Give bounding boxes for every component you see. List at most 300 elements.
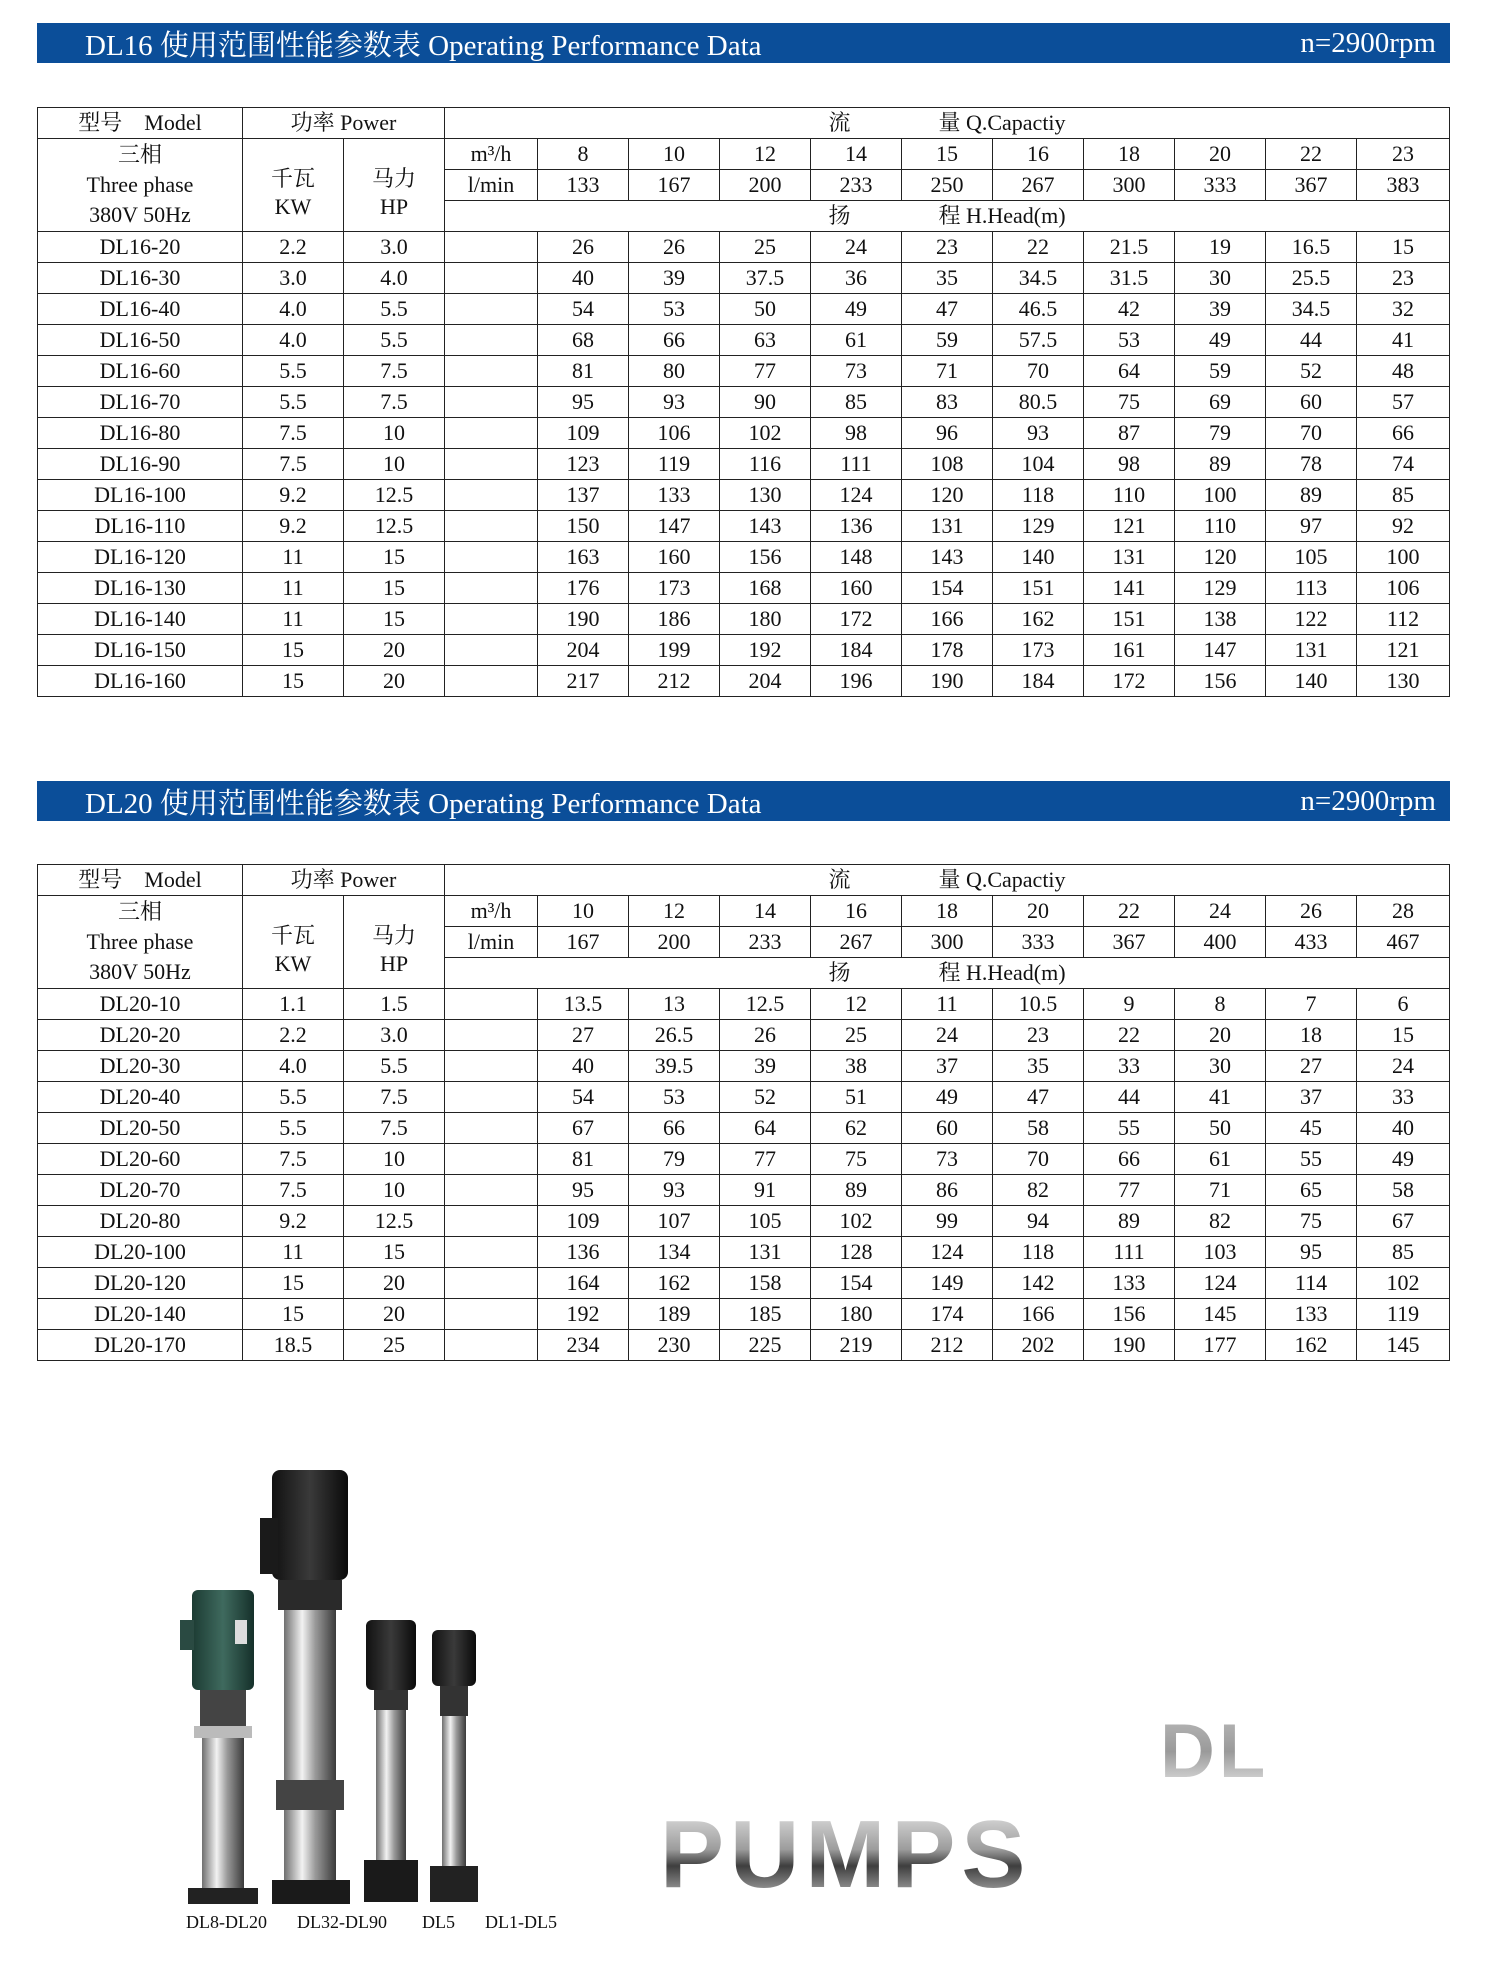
kw-cell: 3.0: [243, 263, 344, 294]
head-value-cell: 33: [1084, 1051, 1175, 1082]
unit-lmin: l/min: [445, 170, 538, 201]
model-header: 型号 Model: [38, 108, 243, 139]
head-value-cell: 25: [811, 1020, 902, 1051]
head-value-cell: 134: [629, 1237, 720, 1268]
head-value-cell: 26.5: [629, 1020, 720, 1051]
kw-cell: 7.5: [243, 418, 344, 449]
head-value-cell: 118: [993, 480, 1084, 511]
head-value-cell: 89: [811, 1175, 902, 1206]
head-value-cell: 82: [993, 1175, 1084, 1206]
power-header: 功率 Power: [243, 865, 445, 896]
head-value-cell: 131: [720, 1237, 811, 1268]
head-value-cell: 140: [993, 542, 1084, 573]
head-value-cell: 85: [1357, 480, 1450, 511]
head-value-cell: 148: [811, 542, 902, 573]
hp-cell: 10: [344, 418, 445, 449]
head-value-cell: 61: [1175, 1144, 1266, 1175]
head-value-cell: 64: [720, 1113, 811, 1144]
model-cell: DL16-80: [38, 418, 243, 449]
head-value-cell: 26: [538, 232, 629, 263]
head-value-cell: 93: [629, 387, 720, 418]
brand-pumps-wordmark: PUMPS: [660, 1801, 1032, 1908]
head-header: 扬 程 H.Head(m): [445, 201, 1450, 232]
model-cell: DL16-70: [38, 387, 243, 418]
head-value-cell: 121: [1357, 635, 1450, 666]
table-row: [38, 511, 1450, 542]
head-value-cell: 58: [1357, 1175, 1450, 1206]
head-value-cell: 7: [1266, 989, 1357, 1020]
flow-lmin: 400: [1175, 927, 1266, 958]
head-value-cell: 89: [1266, 480, 1357, 511]
head-value-cell: 77: [720, 356, 811, 387]
head-value-cell: 41: [1175, 1082, 1266, 1113]
head-value-cell: 128: [811, 1237, 902, 1268]
head-value-cell: 48: [1357, 356, 1450, 387]
table-row: [38, 1144, 1450, 1175]
kw-cell: 11: [243, 1237, 344, 1268]
blank-cell: [445, 356, 538, 387]
head-value-cell: 81: [538, 356, 629, 387]
head-value-cell: 26: [720, 1020, 811, 1051]
head-value-cell: 111: [811, 449, 902, 480]
head-value-cell: 204: [538, 635, 629, 666]
hp-cell: 5.5: [344, 325, 445, 356]
head-value-cell: 85: [1357, 1237, 1450, 1268]
kw-cell: 15: [243, 1268, 344, 1299]
head-value-cell: 37.5: [720, 263, 811, 294]
head-value-cell: 90: [720, 387, 811, 418]
head-value-cell: 86: [902, 1175, 993, 1206]
head-value-cell: 100: [1175, 480, 1266, 511]
pump-caption: DL32-DL90: [297, 1912, 387, 1932]
hp-cell: 15: [344, 542, 445, 573]
kw-cell: 4.0: [243, 294, 344, 325]
head-value-cell: 100: [1357, 542, 1450, 573]
head-value-cell: 35: [902, 263, 993, 294]
model-cell: DL20-40: [38, 1082, 243, 1113]
head-value-cell: 142: [993, 1268, 1084, 1299]
head-value-cell: 54: [538, 1082, 629, 1113]
head-value-cell: 164: [538, 1268, 629, 1299]
table-row: [38, 1113, 1450, 1144]
blank-cell: [445, 449, 538, 480]
head-value-cell: 31.5: [1084, 263, 1175, 294]
head-value-cell: 133: [629, 480, 720, 511]
head-value-cell: 143: [720, 511, 811, 542]
head-value-cell: 71: [1175, 1175, 1266, 1206]
hp-cn: 马力: [371, 923, 416, 948]
flow-lmin: 300: [902, 927, 993, 958]
model-cell: DL16-20: [38, 232, 243, 263]
model-cell: DL16-120: [38, 542, 243, 573]
table-row: [38, 449, 1450, 480]
model-cell: DL20-170: [38, 1330, 243, 1361]
head-value-cell: 184: [811, 635, 902, 666]
head-value-cell: 55: [1084, 1113, 1175, 1144]
kw-cn: 千瓦: [270, 166, 315, 191]
head-value-cell: 45: [1266, 1113, 1357, 1144]
head-value-cell: 173: [629, 573, 720, 604]
flow-lmin: 367: [1266, 170, 1357, 201]
blank-cell: [445, 232, 538, 263]
head-value-cell: 234: [538, 1330, 629, 1361]
head-value-cell: 162: [1266, 1330, 1357, 1361]
head-value-cell: 40: [538, 263, 629, 294]
hp-cell: 7.5: [344, 1113, 445, 1144]
head-value-cell: 168: [720, 573, 811, 604]
head-value-cell: 184: [993, 666, 1084, 697]
hp-cell: 10: [344, 449, 445, 480]
head-value-cell: 87: [1084, 418, 1175, 449]
hp-cell: 5.5: [344, 1051, 445, 1082]
head-value-cell: 114: [1266, 1268, 1357, 1299]
head-value-cell: 105: [1266, 542, 1357, 573]
head-value-cell: 23: [902, 232, 993, 263]
hp-cell: 10: [344, 1175, 445, 1206]
flow-m3h: 24: [1175, 896, 1266, 927]
head-value-cell: 27: [538, 1020, 629, 1051]
head-value-cell: 147: [629, 511, 720, 542]
head-value-cell: 131: [1084, 542, 1175, 573]
model-cell: DL20-30: [38, 1051, 243, 1082]
head-value-cell: 16.5: [1266, 232, 1357, 263]
table-row: [38, 1020, 1450, 1051]
flow-lmin: 300: [1084, 170, 1175, 201]
head-value-cell: 66: [629, 1113, 720, 1144]
head-value-cell: 51: [811, 1082, 902, 1113]
dl20-title-banner: [37, 781, 1450, 821]
hp-header: [344, 896, 445, 989]
head-value-cell: 109: [538, 1206, 629, 1237]
head-value-cell: 95: [538, 387, 629, 418]
flow-lmin: 383: [1357, 170, 1450, 201]
head-value-cell: 60: [1266, 387, 1357, 418]
head-value-cell: 8: [1175, 989, 1266, 1020]
blank-cell: [445, 263, 538, 294]
head-value-cell: 120: [902, 480, 993, 511]
kw-cell: 15: [243, 1299, 344, 1330]
flow-m3h: 20: [1175, 139, 1266, 170]
flow-lmin: 133: [538, 170, 629, 201]
head-value-cell: 80.5: [993, 387, 1084, 418]
head-value-cell: 40: [1357, 1113, 1450, 1144]
head-value-cell: 57.5: [993, 325, 1084, 356]
blank-cell: [445, 1268, 538, 1299]
kw-cell: 7.5: [243, 1175, 344, 1206]
head-value-cell: 12: [811, 989, 902, 1020]
head-value-cell: 166: [902, 604, 993, 635]
kw-cell: 5.5: [243, 1082, 344, 1113]
flow-lmin: 267: [993, 170, 1084, 201]
table-row: [38, 542, 1450, 573]
head-value-cell: 42: [1084, 294, 1175, 325]
head-value-cell: 36: [811, 263, 902, 294]
hp-cell: 20: [344, 1268, 445, 1299]
table-row: [38, 573, 1450, 604]
hp-cell: 15: [344, 1237, 445, 1268]
head-value-cell: 22: [1084, 1020, 1175, 1051]
head-value-cell: 158: [720, 1268, 811, 1299]
table-row: [38, 387, 1450, 418]
flow-lmin: 250: [902, 170, 993, 201]
head-value-cell: 110: [1175, 511, 1266, 542]
head-value-cell: 176: [538, 573, 629, 604]
head-value-cell: 89: [1175, 449, 1266, 480]
model-cell: DL16-160: [38, 666, 243, 697]
head-value-cell: 30: [1175, 263, 1266, 294]
head-value-cell: 95: [1266, 1237, 1357, 1268]
head-value-cell: 66: [1084, 1144, 1175, 1175]
head-value-cell: 39: [1175, 294, 1266, 325]
kw-cell: 5.5: [243, 387, 344, 418]
head-value-cell: 138: [1175, 604, 1266, 635]
head-value-cell: 34.5: [1266, 294, 1357, 325]
head-value-cell: 66: [1357, 418, 1450, 449]
head-value-cell: 230: [629, 1330, 720, 1361]
flow-lmin: 233: [811, 170, 902, 201]
head-value-cell: 9: [1084, 989, 1175, 1020]
dl16-title: DL16 使用范围性能参数表 Operating Performance Data: [85, 29, 762, 62]
head-value-cell: 30: [1175, 1051, 1266, 1082]
head-value-cell: 55: [1266, 1144, 1357, 1175]
head-value-cell: 50: [1175, 1113, 1266, 1144]
kw-cell: 15: [243, 635, 344, 666]
blank-cell: [445, 1206, 538, 1237]
hp-cell: 12.5: [344, 1206, 445, 1237]
head-value-cell: 70: [1266, 418, 1357, 449]
hp-cn: 马力: [371, 166, 416, 191]
head-header: 扬 程 H.Head(m): [445, 958, 1450, 989]
head-value-cell: 212: [902, 1330, 993, 1361]
hp-cell: 15: [344, 573, 445, 604]
flow-m3h: 12: [629, 896, 720, 927]
head-value-cell: 75: [1084, 387, 1175, 418]
head-value-cell: 108: [902, 449, 993, 480]
hp-cell: 10: [344, 1144, 445, 1175]
head-value-cell: 102: [720, 418, 811, 449]
model-cell: DL20-50: [38, 1113, 243, 1144]
head-value-cell: 149: [902, 1268, 993, 1299]
table-row: [38, 1175, 1450, 1206]
head-value-cell: 217: [538, 666, 629, 697]
head-value-cell: 212: [629, 666, 720, 697]
head-value-cell: 35: [993, 1051, 1084, 1082]
voltage: 380V 50Hz: [89, 202, 191, 227]
phase-en: Three phase: [86, 929, 194, 954]
head-value-cell: 147: [1175, 635, 1266, 666]
head-value-cell: 177: [1175, 1330, 1266, 1361]
hp-cell: 4.0: [344, 263, 445, 294]
head-value-cell: 156: [1084, 1299, 1175, 1330]
blank-cell: [445, 1237, 538, 1268]
head-value-cell: 60: [902, 1113, 993, 1144]
head-value-cell: 81: [538, 1144, 629, 1175]
head-value-cell: 111: [1084, 1237, 1175, 1268]
head-value-cell: 192: [720, 635, 811, 666]
flow-m3h: 10: [629, 139, 720, 170]
head-value-cell: 73: [811, 356, 902, 387]
blank-cell: [445, 542, 538, 573]
head-value-cell: 47: [902, 294, 993, 325]
head-value-cell: 13.5: [538, 989, 629, 1020]
capacity-header: 流 量 Q.Capactiy: [445, 865, 1450, 896]
model-cell: DL16-40: [38, 294, 243, 325]
head-value-cell: 131: [902, 511, 993, 542]
blank-cell: [445, 666, 538, 697]
voltage: 380V 50Hz: [89, 959, 191, 984]
head-value-cell: 80: [629, 356, 720, 387]
hp-en: HP: [379, 194, 409, 219]
kw-en: KW: [274, 194, 312, 219]
head-value-cell: 93: [993, 418, 1084, 449]
head-value-cell: 79: [1175, 418, 1266, 449]
head-value-cell: 52: [720, 1082, 811, 1113]
power-header: 功率 Power: [243, 108, 445, 139]
head-value-cell: 83: [902, 387, 993, 418]
head-value-cell: 160: [811, 573, 902, 604]
head-value-cell: 25: [720, 232, 811, 263]
phase-info: [38, 139, 243, 232]
head-value-cell: 136: [811, 511, 902, 542]
hp-cell: 12.5: [344, 480, 445, 511]
kw-header: [243, 896, 344, 989]
table-row: [38, 480, 1450, 511]
kw-cell: 5.5: [243, 356, 344, 387]
dl16-title-banner: [37, 23, 1450, 63]
head-value-cell: 109: [538, 418, 629, 449]
head-value-cell: 21.5: [1084, 232, 1175, 263]
head-value-cell: 15: [1357, 232, 1450, 263]
kw-cell: 5.5: [243, 1113, 344, 1144]
head-value-cell: 105: [720, 1206, 811, 1237]
head-value-cell: 192: [538, 1299, 629, 1330]
head-value-cell: 162: [993, 604, 1084, 635]
head-value-cell: 133: [1084, 1268, 1175, 1299]
table-row: [38, 989, 1450, 1020]
hp-cell: 12.5: [344, 511, 445, 542]
table-row: [38, 1237, 1450, 1268]
blank-cell: [445, 1113, 538, 1144]
head-value-cell: 156: [1175, 666, 1266, 697]
head-value-cell: 34.5: [993, 263, 1084, 294]
head-value-cell: 57: [1357, 387, 1450, 418]
head-value-cell: 24: [1357, 1051, 1450, 1082]
head-value-cell: 53: [629, 294, 720, 325]
model-cell: DL16-90: [38, 449, 243, 480]
table-row: [38, 263, 1450, 294]
head-value-cell: 199: [629, 635, 720, 666]
flow-lmin: 333: [993, 927, 1084, 958]
blank-cell: [445, 1144, 538, 1175]
table-row: [38, 418, 1450, 449]
kw-cell: 4.0: [243, 1051, 344, 1082]
head-value-cell: 145: [1357, 1330, 1450, 1361]
head-value-cell: 163: [538, 542, 629, 573]
flow-m3h: 28: [1357, 896, 1450, 927]
head-value-cell: 154: [811, 1268, 902, 1299]
head-value-cell: 106: [629, 418, 720, 449]
table-row: [38, 1082, 1450, 1113]
hp-cell: 15: [344, 604, 445, 635]
head-value-cell: 113: [1266, 573, 1357, 604]
hp-cell: 20: [344, 1299, 445, 1330]
blank-cell: [445, 1082, 538, 1113]
head-value-cell: 136: [538, 1237, 629, 1268]
flow-lmin: 200: [720, 170, 811, 201]
head-value-cell: 178: [902, 635, 993, 666]
head-value-cell: 190: [902, 666, 993, 697]
head-value-cell: 189: [629, 1299, 720, 1330]
flow-m3h: 18: [902, 896, 993, 927]
head-value-cell: 75: [811, 1144, 902, 1175]
flow-m3h: 12: [720, 139, 811, 170]
head-value-cell: 145: [1175, 1299, 1266, 1330]
flow-lmin: 433: [1266, 927, 1357, 958]
head-value-cell: 64: [1084, 356, 1175, 387]
capacity-header: 流 量 Q.Capactiy: [445, 108, 1450, 139]
phase-cn: 三相: [117, 899, 162, 924]
head-value-cell: 89: [1084, 1206, 1175, 1237]
head-value-cell: 59: [902, 325, 993, 356]
flow-m3h: 10: [538, 896, 629, 927]
head-value-cell: 75: [1266, 1206, 1357, 1237]
head-value-cell: 15: [1357, 1020, 1450, 1051]
pump-dl32-dl90-image: [260, 1470, 350, 1904]
model-cell: DL16-60: [38, 356, 243, 387]
head-value-cell: 118: [993, 1237, 1084, 1268]
model-cell: DL20-80: [38, 1206, 243, 1237]
head-value-cell: 93: [629, 1175, 720, 1206]
blank-cell: [445, 1330, 538, 1361]
head-value-cell: 49: [1357, 1144, 1450, 1175]
head-value-cell: 66: [629, 325, 720, 356]
head-value-cell: 122: [1266, 604, 1357, 635]
pump-dl1-dl5-image: [430, 1630, 478, 1902]
model-cell: DL16-30: [38, 263, 243, 294]
kw-cell: 2.2: [243, 1020, 344, 1051]
head-value-cell: 185: [720, 1299, 811, 1330]
head-value-cell: 131: [1266, 635, 1357, 666]
head-value-cell: 53: [1084, 325, 1175, 356]
hp-cell: 7.5: [344, 387, 445, 418]
phase-cn: 三相: [117, 142, 162, 167]
head-value-cell: 32: [1357, 294, 1450, 325]
kw-cell: 11: [243, 573, 344, 604]
flow-m3h: 14: [720, 896, 811, 927]
head-value-cell: 96: [902, 418, 993, 449]
dl20-title: DL20 使用范围性能参数表 Operating Performance Data: [85, 787, 762, 820]
flow-m3h: 16: [811, 896, 902, 927]
model-cell: DL16-130: [38, 573, 243, 604]
head-value-cell: 107: [629, 1206, 720, 1237]
blank-cell: [445, 418, 538, 449]
head-value-cell: 44: [1084, 1082, 1175, 1113]
flow-m3h: 23: [1357, 139, 1450, 170]
head-value-cell: 102: [811, 1206, 902, 1237]
head-value-cell: 65: [1266, 1175, 1357, 1206]
head-value-cell: 124: [902, 1237, 993, 1268]
pump-dl5-image: [364, 1620, 418, 1902]
head-value-cell: 98: [1084, 449, 1175, 480]
head-value-cell: 174: [902, 1299, 993, 1330]
head-value-cell: 26: [629, 232, 720, 263]
hp-cell: 3.0: [344, 232, 445, 263]
head-value-cell: 67: [1357, 1206, 1450, 1237]
unit-m3h: m³/h: [445, 139, 538, 170]
flow-lmin: 167: [538, 927, 629, 958]
head-value-cell: 52: [1266, 356, 1357, 387]
pump-caption: DL1-DL5: [485, 1912, 557, 1932]
